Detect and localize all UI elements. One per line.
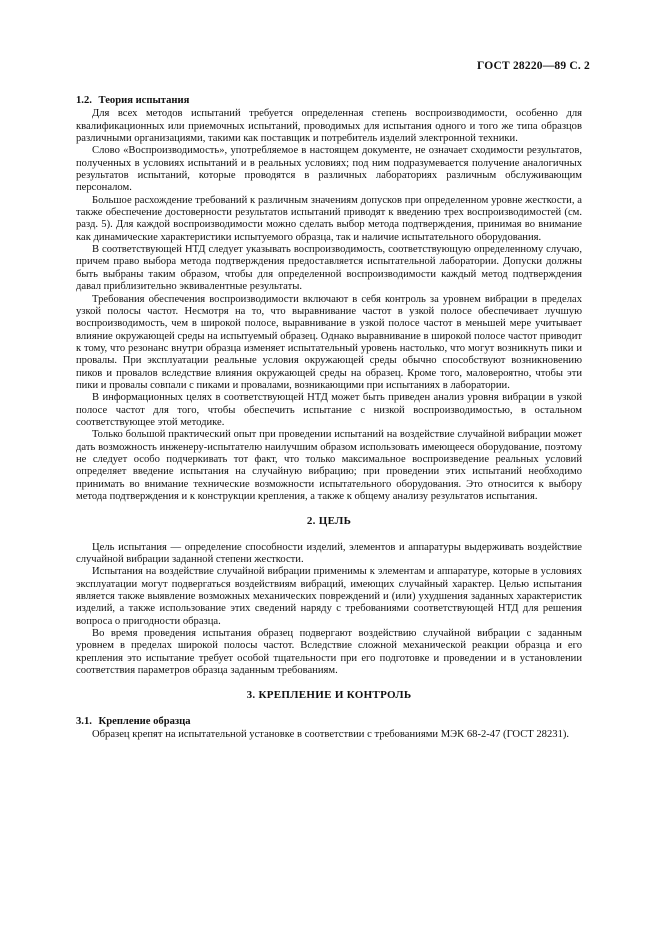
subsection-3-1-heading (76, 716, 582, 728)
section-3-heading: 3. КРЕПЛЕНИЕ И КОНТРОЛЬ (246, 689, 412, 702)
paragraph: Только большой практический опыт при проведении испытаний на воздействие случайной вибрации может дать возможность инженеру-испытателю наилучшим образом использовать имеющееся оборудование, поэтому не следует особо подчеркивать тот факт, что только максимальное воспроизведение реальных условий определяет введение испытания на случайную вибрацию; при проведении этих испытаний необходимо принимать во внимание технические возможности испытательного оборудования. Это относится к выбору метода подтверждения и к конструкции крепления, а также к общему анализу результатов испытания. (76, 429, 582, 502)
paragraph: Во время проведения испытания образец подвергают воздействию случайной вибрации с заданным уровнем в пределах широкой полосы частот. Вследствие сложной механической реакции образца и его крепления это испытание требует особой тщательности при его подготовке и проведении и в установлении соответствия параметров образца заданным требованиям. (76, 628, 582, 677)
subsection-1-2-heading (76, 95, 582, 107)
paragraph: Большое расхождение требований к различным значениям допусков при определенном уровне жесткости, а также обеспечение достоверности результатов испытаний приводят к введению трех воспроизводимостей (см. разд. 5). Для каждой воспроизводимости можно сделать выбор метода подтверждения, принимая во внимание как динамические характеристики испытуемого образца, так и наличие испытательного оборудования. (76, 194, 582, 243)
paragraph: В соответствующей НТД следует указывать воспроизводимость, соответствующую определенному случаю, причем право выбора метода подтверждения предоставляется испытательной лаборатории. Допуски должны быть выбраны таким образом, чтобы для определенной воспроизводимости каждый метод подтверждения давал приблизительно эквивалентные результаты. (76, 244, 582, 293)
paragraph: Для всех методов испытаний требуется определенная степень воспроизводимости, особенно для квалификационных или приемочных испытаний, проводимых для испытания одного и того же типа образцов различными организациями, такими как поставщик и потребитель изделий электронной техники. (76, 108, 582, 145)
subsection-number: 3.1. (76, 715, 92, 727)
subsection-number: 1.2. (76, 95, 92, 106)
page-header: ГОСТ 28220—89 С. 2 (477, 60, 590, 72)
paragraph: В информационных целях в соответствующей НТД может быть приведен анализ уровня вибрации в узкой полосе частот для того, чтобы обеспечить испытание с низкой воспроизводимостью, в остальном соответствующее этой методике. (76, 392, 582, 428)
paragraph: Требования обеспечения воспроизводимости включают в себя контроль за уровнем вибрации в пределах узкой полосы частот. Несмотря на то, что выравнивание частот в узкой полосе обеспечивает лучшую воспроизводимость, чем в широкой полосе, выравнивание в узкой полосе частот в меньшей мере учитывает влияние окружающей среды на испытуемый образец. Однако выравнивание в широкой полосе частот приводит к тому, что резонанс внутри образца изменяет испытательный уровень настолько, что могут возникнуть пики и провалы. При эксплуатации реальные условия окружающей среды обычно способствуют возникновению пиков и провалов вследствие влияния окружающей среды на образец. Кроме того, маловероятно, чтобы эти пики и провалы совпали с пиками и провалами, возникающими при испытаниях в лаборатории. (76, 293, 582, 391)
document-body (76, 95, 582, 742)
paragraph: Цель испытания — определение способности изделий, элементов и аппаратуры выдерживать воздействие случайной вибрации заданной степени жесткости. (76, 541, 582, 566)
paragraph: Образец крепят на испытательной установке в соответствии с требованиями МЭК 68-2-47 (ГОСТ 28231). (92, 729, 570, 741)
paragraph: Испытания на воздействие случайной вибрации применимы к элементам и аппаратуре, которые в условиях эксплуатации могут подвергаться воздействиям вибраций, имеющих случайный характер. Целью испытания является также выявление возможных механических повреждений и (или) ухудшения заданных характеристик изделий, а также использование этих сведений наряду с требованиями соответствующей НТД для решения вопроса о пригодности образца. (76, 566, 582, 627)
subsection-title: Теория испытания (98, 95, 190, 106)
section-2-heading: 2. ЦЕЛЬ (306, 515, 352, 528)
subsection-title: Крепление образца (98, 715, 191, 727)
paragraph: Слово «Воспроизводимость», употребляемое в настоящем документе, не означает сходимости результатов, полученных в условиях испытаний и в реальных условиях; под ним подразумевается получение аналогичных результатов испытаний, которые проводятся в различных лабораториях различным обслуживающим персоналом. (76, 145, 582, 194)
